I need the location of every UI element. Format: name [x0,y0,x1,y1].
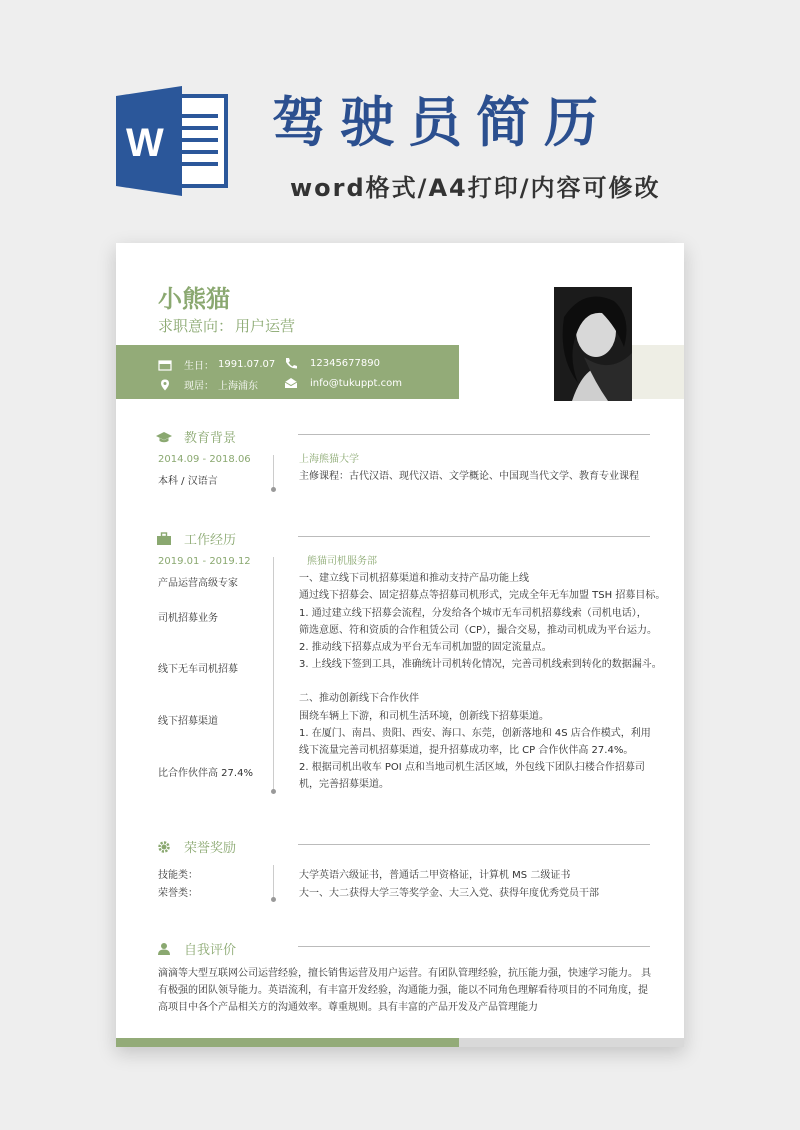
timeline-line [273,455,274,489]
work-line: 二、推动创新线下合作伙伴 [299,693,419,705]
work-line: 1. 通过建立线下招募会流程，分发给各个城市无车司机招募线索（司机电话）， [299,607,647,619]
self-eval-header [156,939,236,958]
work-line: 机，完善招募渠道。 [299,779,389,791]
timeline-line [273,865,274,899]
job-intent [158,315,295,336]
footer-bar-gray [459,1038,684,1047]
self-eval-line: 高项目中各个产品相关方的沟通效率。尊重规则。具有丰富的产品开发及产品管理能力 [158,1002,538,1013]
education-title: 教育背景 [184,431,237,446]
contact-band-accent [631,345,684,399]
word-document-icon [116,86,228,196]
email-icon [284,377,298,389]
honor-label: 技能类： [158,870,198,881]
location-value: 上海浦东 [218,381,258,392]
work-header [156,529,236,548]
work-detail [299,553,665,794]
education-header [156,427,236,446]
briefcase-icon [156,532,172,546]
self-eval-title: 自我评价 [184,943,237,958]
company-name: 熊猫司机服务部 [307,556,377,567]
user-icon [156,942,172,956]
work-line: 一、建立线下司机招募渠道和推动支持产品功能上线 [299,573,529,585]
honor-value: 大学英语六级证书，普通话二甲资格证，计算机 MS 二级证书 [299,870,571,881]
education-degree: 本科 / 汉语言 [158,476,218,487]
contact-birthday [158,357,275,372]
timeline-dot [271,789,276,794]
work-line: 1. 在厦门、南昌、贵阳、西安、海口、东莞，创新落地和 4S 店合作模式，利用 [299,727,651,739]
birthday-value: 1991.07.07 [218,359,276,370]
phone-value: 12345677890 [310,357,380,369]
work-period: 2019.01 - 2019.12 [158,556,251,567]
school-name: 上海熊猫大学 [299,454,359,465]
work-line [299,673,665,690]
work-line: 3. 上线线下签到工具，准确统计司机转化情况，完善司机线索到转化的数据漏斗。 [299,659,662,671]
honors-header [156,837,236,856]
work-line: 2. 推动线下招募点成为平台无车司机加盟的固定流量点。 [299,642,552,654]
timeline-dot [271,897,276,902]
work-line: 围绕车辆上下游，和司机生活环境，创新线下招募渠道。 [299,710,549,722]
candidate-name: 小熊猫 [158,285,230,313]
self-eval-line: 有极强的团队领导能力。英语流利，有丰富开发经验，沟通能力强，能以不同角色理解看待项目的不同角度，提 [158,985,648,996]
graduation-cap-icon [156,430,172,444]
section-divider [298,434,650,435]
gear-icon [156,840,172,854]
portrait-image [554,287,632,401]
education-courses: 主修课程：古代汉语、现代汉语、文学概论、中国现当代文学、教育专业课程 [299,471,639,482]
work-left-item: 线下无车司机招募 [158,664,238,675]
education-period: 2014.09 - 2018.06 [158,454,251,465]
honor-label: 荣誉类： [158,888,198,899]
work-line: 2. 根据司机出收车 POI 点和当地司机生活区域，外包线下团队扫楼合作招募司 [299,762,645,774]
timeline-dot [271,487,276,492]
self-eval-line: 滴滴等大型互联网公司运营经验，擅长销售运营及用户运营。有团队管理经验，抗压能力强，快速学习能力。 具 [158,968,652,979]
location-pin-icon [158,379,172,391]
honors-title: 荣誉奖励 [184,841,237,856]
contact-location [158,377,258,392]
calendar-icon [158,359,172,371]
resume-page [116,243,684,1047]
job-intent-value: 用户运营 [235,317,296,335]
footer-bar-accent [116,1038,459,1047]
birthday-label: 生日： [184,361,214,372]
work-line: 线下流量完善司机招募渠道，提升招募成功率，比 CP 合作伙伴高 27.4%。 [299,745,634,757]
job-intent-label: 求职意向： [158,317,234,335]
contact-phone [284,357,380,369]
profile-photo [554,287,632,401]
email-value: info@tukuppt.com [310,377,402,389]
work-left-item: 线下招募渠道 [158,716,218,727]
work-left-item: 比合作伙伴高 27.4% [158,768,253,779]
section-divider [298,844,650,845]
self-eval-text [158,965,656,1016]
contact-email [284,377,402,389]
section-divider [298,946,650,947]
work-line: 筛选意愿、符和资质的合作租赁公司（CP），撮合交易，推动司机成为平台运力。 [299,624,658,636]
education-detail [299,451,639,485]
banner-title: 驾驶员简历 [272,91,612,154]
banner-subtitle: word格式/A4打印/内容可修改 [290,174,661,202]
work-left-item: 产品运营高级专家 [158,578,238,589]
word-icon-letter: W [126,121,164,165]
honor-value: 大一、大二获得大学三等奖学金、大三入党、获得年度优秀党员干部 [299,888,599,899]
work-left-item: 司机招募业务 [158,613,218,624]
phone-icon [284,357,298,369]
timeline-line [273,557,274,791]
work-line: 通过线下招募会、固定招募点等招募司机形式，完成全年无车加盟 TSH 招募目标。 [299,590,666,602]
section-divider [298,536,650,537]
work-title: 工作经历 [184,533,237,548]
location-label: 现居： [184,381,214,392]
